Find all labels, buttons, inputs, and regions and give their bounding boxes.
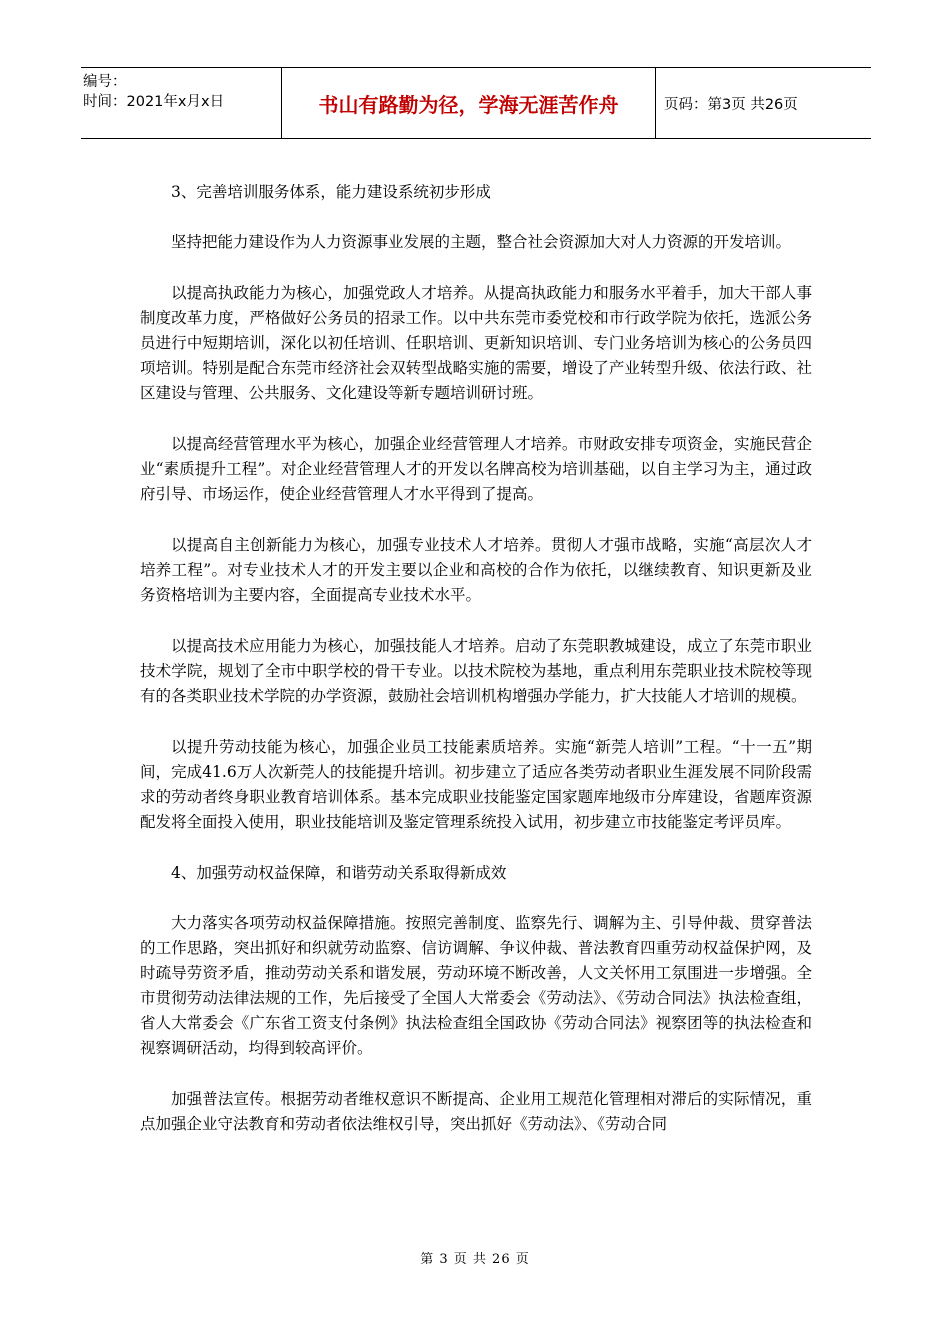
- page-footer: 第 3 页 共 26 页: [420, 1252, 530, 1267]
- paragraph: 大力落实各项劳动权益保障措施。按照完善制度、监察先行、调解为主、引导仲裁、贯穿普法的工作思路，突出抓好和织就劳动监察、信访调解、争议仲裁、普法教育四重劳动权益保护网，及时疏导劳资矛盾，推动劳动关系和谐发展，劳动环境不断改善，人文关怀用工氛围进一步增强。全市贯彻劳动法律法规的工作，先后接受了全国人大常委会《劳动法》、《劳动合同法》执法检查组，省人大常委会《广东省工资支付条例》执法检查组全国政协《劳动合同法》视察团等的执法检查和视察调研活动，均得到较高评价。: [140, 914, 812, 1057]
- header-meta: [81, 68, 282, 138]
- paragraph: 以提高执政能力为核心，加强党政人才培养。从提高执政能力和服务水平着手，加大干部人事制度改革力度，严格做好公务员的招录工作。以中共东莞市委党校和市行政学院为依托，选派公务员进行中短期培训，深化以初任培训、任职培训、更新知识培训、专门业务培训为核心的公务员四项培训。特别是配合东莞市经济社会双转型战略实施的需要，增设了产业转型升级、依法行政、社区建设与管理、公共服务、文化建设等新专题培训研讨班。: [140, 284, 812, 402]
- paragraph: 以提升劳动技能为核心，加强企业员工技能素质培养。实施“新莞人培训”工程。“十一五”期间，完成41.6万人次新莞人的技能提升培训。初步建立了适应各类劳动者职业生涯发展不同阶段需求的劳动者终身职业教育培训体系。基本完成职业技能鉴定国家题库地级市分库建设，省题库资源配发将全面投入使用，职业技能培训及鉴定管理系统投入试用，初步建立市技能鉴定考评员库。: [140, 738, 812, 831]
- header-page-info: 页码：第3页 共26页: [664, 96, 798, 113]
- paragraph: 加强普法宣传。根据劳动者维权意识不断提高、企业用工规范化管理相对滞后的实际情况，重点加强企业守法教育和劳动者依法维权引导，突出抓好《劳动法》、《劳动合同: [140, 1090, 812, 1133]
- date-label: 时间：2021年x月x日: [83, 94, 225, 110]
- page-header: [81, 67, 871, 139]
- document-body: [140, 180, 812, 1163]
- paragraph: 以提高自主创新能力为核心，加强专业技术人才培养。贯彻人才强市战略，实施“高层次人才培养工程”。对专业技术人才的开发主要以企业和高校的合作为依托，以继续教育、知识更新及业务资格培训为主要内容，全面提高专业技术水平。: [140, 536, 812, 604]
- paragraph: 以提高技术应用能力为核心，加强技能人才培养。启动了东莞职教城建设，成立了东莞市职业技术学院，规划了全市中职学校的骨干专业。以技术院校为基地，重点利用东莞职业技术院校等现有的各类职业技术学院的办学资源，鼓励社会培训机构增强办学能力，扩大技能人才培训的规模。: [140, 637, 812, 705]
- section-heading: 4、加强劳动权益保障，和谐劳动关系取得新成效: [171, 864, 507, 882]
- section-heading: 3、完善培训服务体系，能力建设系统初步形成: [171, 183, 491, 201]
- header-motto: 书山有路勤为径，学海无涯苦作舟: [282, 68, 656, 138]
- paragraph: 坚持把能力建设作为人力资源事业发展的主题，整合社会资源加大对人力资源的开发培训。: [171, 233, 792, 251]
- number-label: 编号：: [83, 74, 127, 90]
- paragraph: 以提高经营管理水平为核心，加强企业经营管理人才培养。市财政安排专项资金，实施民营企业“素质提升工程”。对企业经营管理人才的开发以名牌高校为培训基础，以自主学习为主，通过政府引导、市场运作，使企业经营管理人才水平得到了提高。: [140, 435, 812, 503]
